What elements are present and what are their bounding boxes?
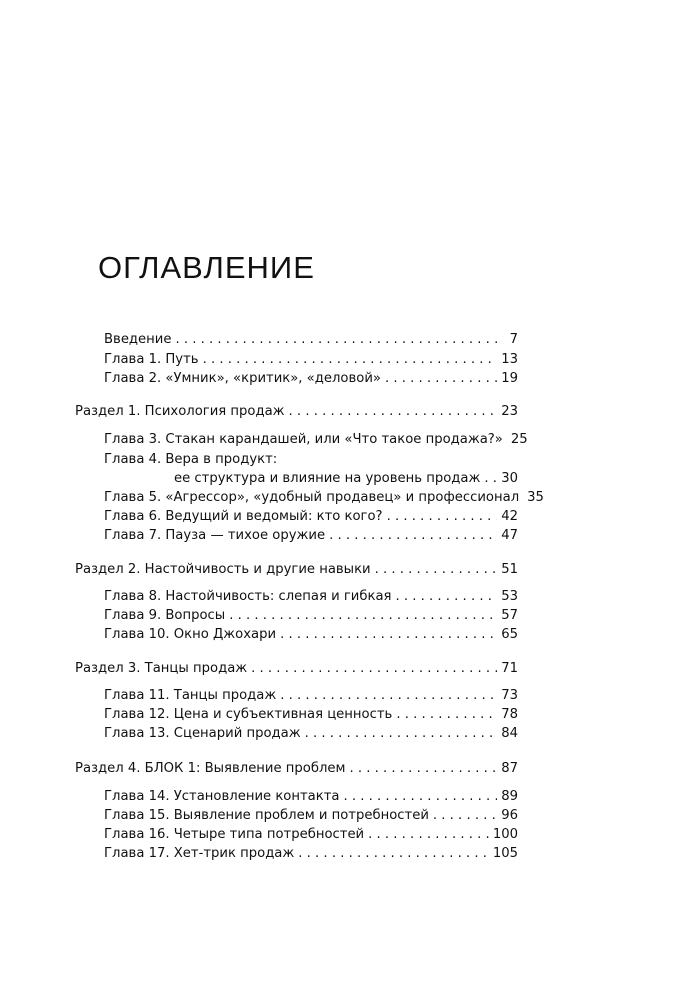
dot-leader: [229, 608, 497, 623]
dot-leader: [280, 627, 497, 642]
toc-entry-label: Глава 2. «Умник», «критик», «деловой»: [104, 371, 381, 386]
toc-section-label: Раздел 2. Настойчивость и другие навыки: [75, 562, 371, 577]
toc-entry-ch3[interactable]: [104, 432, 528, 447]
toc-entry-label: Глава 6. Ведущий и ведомый: кто кого?: [104, 509, 383, 524]
toc-entry-label: Глава 9. Вопросы: [104, 608, 226, 623]
toc-entry-page: 65: [501, 627, 518, 642]
dot-leader: [368, 827, 489, 842]
toc-entry-ch1[interactable]: [104, 352, 518, 367]
toc-entry-intro[interactable]: [104, 332, 518, 347]
toc-entry-ch9[interactable]: [104, 608, 518, 623]
page-title: ОГЛАВЛЕНИЕ: [98, 250, 315, 285]
toc-entry-label: Глава 13. Сценарий продаж: [104, 726, 301, 741]
toc-section-2[interactable]: [75, 562, 518, 577]
toc-entry-ch10[interactable]: [104, 627, 518, 642]
toc-entry-page: 78: [501, 707, 518, 722]
toc-entry-page: 35: [527, 490, 544, 505]
toc-entry-page: 19: [501, 371, 518, 386]
dot-leader: [343, 789, 497, 804]
toc-entry-page: 73: [501, 688, 518, 703]
dot-leader: [375, 562, 498, 577]
dot-leader: [203, 352, 498, 367]
toc-section-3[interactable]: [75, 661, 518, 676]
dot-leader: [329, 528, 497, 543]
dot-leader: [396, 707, 497, 722]
dot-leader: [433, 808, 497, 823]
toc-entry-page: 89: [501, 789, 518, 804]
toc-entry-ch12[interactable]: [104, 707, 518, 722]
toc-section-1[interactable]: [75, 404, 518, 419]
toc-section-4[interactable]: [75, 761, 518, 776]
toc-section-page: 87: [501, 761, 518, 776]
toc-section-label: Раздел 1. Психология продаж: [75, 404, 285, 419]
toc-entry-page: 13: [501, 352, 518, 367]
toc-entry-label: Глава 14. Установление контакта: [104, 789, 340, 804]
dot-leader: [289, 404, 498, 419]
toc-entry-label: Глава 8. Настойчивость: слепая и гибкая: [104, 589, 392, 604]
toc-section-page: 71: [501, 661, 518, 676]
dot-leader: [251, 661, 497, 676]
toc-entry-ch13[interactable]: [104, 726, 518, 741]
dot-leader: [387, 509, 498, 524]
toc-entry-page: 42: [501, 509, 518, 524]
toc-entry-page: 53: [501, 589, 518, 604]
dot-leader: [395, 589, 497, 604]
toc-entry-page: 47: [501, 528, 518, 543]
toc-entry-label: Глава 1. Путь: [104, 352, 199, 367]
toc-entry-ch6[interactable]: [104, 509, 518, 524]
dot-leader: [175, 332, 500, 347]
dot-leader: [280, 688, 497, 703]
toc-entry-page: 96: [501, 808, 518, 823]
toc-section-label: Раздел 4. БЛОК 1: Выявление проблем: [75, 761, 346, 776]
dot-leader: [298, 846, 489, 861]
dot-leader: [305, 726, 498, 741]
toc-entry-label: Глава 5. «Агрессор», «удобный продавец» и профессионал: [104, 490, 520, 505]
toc-entry-ch14[interactable]: [104, 789, 518, 804]
toc-entry-page: 25: [510, 432, 528, 447]
toc-entry-page: 84: [501, 726, 518, 741]
toc-entry-page: 57: [501, 608, 518, 623]
toc-entry-label: Глава 3. Стакан карандашей, или «Что такое продажа?»: [104, 432, 503, 447]
toc-entry-page: 30: [501, 471, 518, 486]
toc-entry-label: Глава 12. Цена и субъективная ценность: [104, 707, 393, 722]
dot-leader: [385, 371, 497, 386]
toc-entry-label: Глава 7. Пауза — тихое оружие: [104, 528, 326, 543]
toc-entry-label: Глава 10. Окно Джохари: [104, 627, 277, 642]
toc-entry-ch4-line1[interactable]: [104, 452, 518, 467]
toc-entry-ch7[interactable]: [104, 528, 518, 543]
toc-entry-label: Глава 15. Выявление проблем и потребностей: [104, 808, 429, 823]
toc-entry-label: Глава 4. Вера в продукт:: [104, 452, 278, 467]
toc-entry-label: Глава 17. Хет-трик продаж: [104, 846, 295, 861]
toc-entry-ch2[interactable]: [104, 371, 518, 386]
toc-entry-page: 100: [492, 827, 518, 842]
dot-leader: [350, 761, 498, 776]
toc-entry-page: 7: [509, 332, 518, 347]
toc-entry-label: Глава 16. Четыре типа потребностей: [104, 827, 365, 842]
toc-entry-ch17[interactable]: [104, 846, 518, 861]
dot-leader: [484, 471, 497, 486]
toc-section-label: Раздел 3. Танцы продаж: [75, 661, 248, 676]
toc-entry-ch5[interactable]: [104, 490, 544, 505]
toc-section-page: 23: [501, 404, 518, 419]
toc-entry-ch16[interactable]: [104, 827, 518, 842]
toc-entry-ch4-line2[interactable]: [174, 471, 518, 486]
toc-entry-label: Введение: [104, 332, 172, 347]
toc-entry-label: Глава 11. Танцы продаж: [104, 688, 277, 703]
toc-entry-ch15[interactable]: [104, 808, 518, 823]
toc-entry-ch8[interactable]: [104, 589, 518, 604]
toc-entry-ch11[interactable]: [104, 688, 518, 703]
toc-entry-page: 105: [492, 846, 518, 861]
toc-entry-label-continued: ее структура и влияние на уровень продаж: [174, 471, 481, 486]
toc-section-page: 51: [501, 562, 518, 577]
